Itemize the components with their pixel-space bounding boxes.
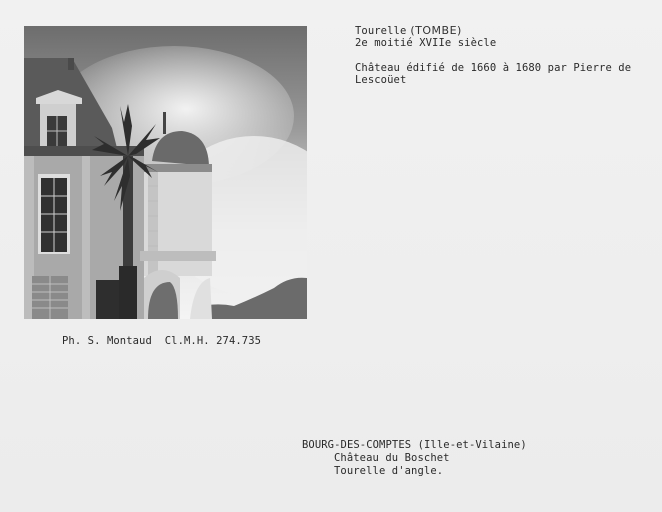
description-line-2: Lescoüet [355, 74, 407, 86]
photo-credit: Ph. S. Montaud Cl.M.H. 274.735 [62, 335, 262, 347]
title-line [355, 24, 462, 38]
subject-line: Tourelle d'angle. [334, 465, 444, 477]
description-line-1: Château édifié de 1660 à 1680 par Pierre de [355, 62, 632, 74]
date-line: 2e moitié XVIIe siècle [355, 37, 497, 49]
location-line: BOURG-DES-COMPTES (Ille-et-Vilaine) [302, 439, 527, 451]
photograph-chateau-tourelle [24, 26, 307, 319]
building-line: Château du Boschet [334, 452, 450, 464]
title-text: Tourelle [355, 25, 407, 37]
handwritten-note: (TOMBE) [410, 24, 462, 37]
